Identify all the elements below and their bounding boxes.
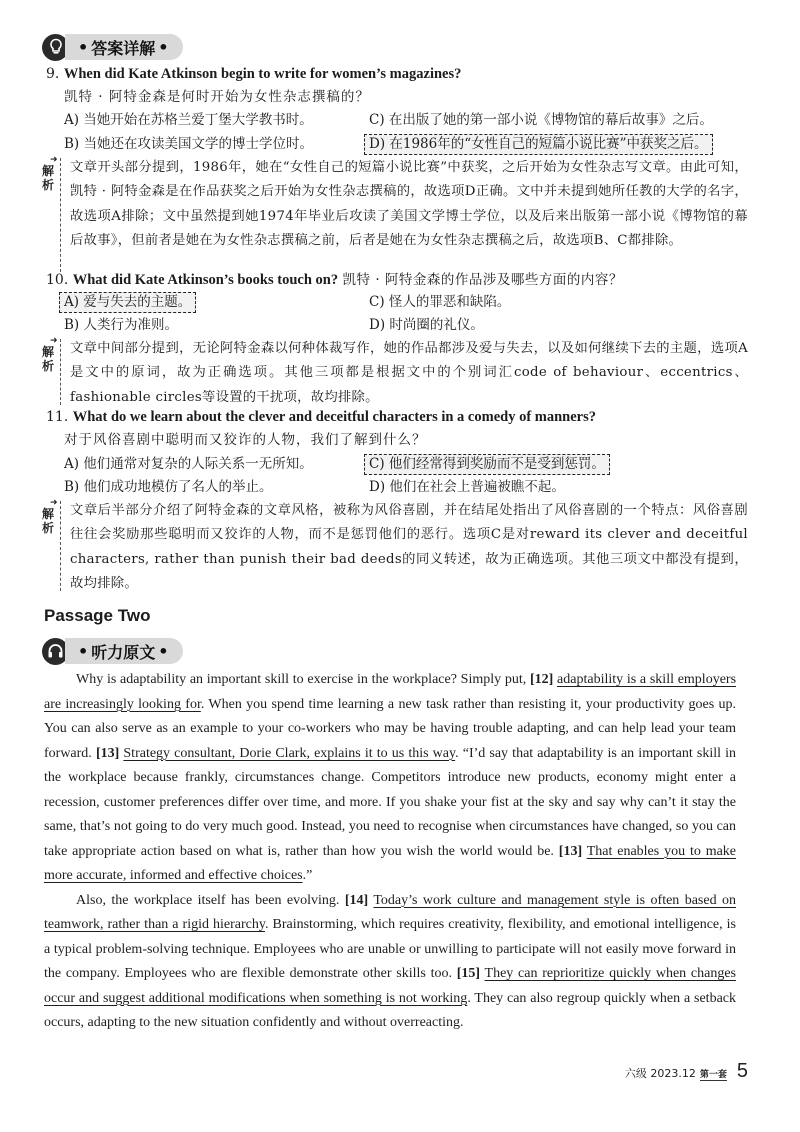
question-tag-12: [12] — [529, 672, 554, 687]
answer-underline-12: adaptability is a skill employers are increasingly looking for — [44, 672, 737, 712]
analysis-badge: ➜ 解析 — [41, 155, 58, 192]
question-tag-15: [15] — [456, 966, 481, 981]
question-text-en: What did Kate Atkinson’s books touch on? — [72, 272, 339, 288]
q9-analysis — [40, 156, 746, 276]
analysis-text: 文章中间部分提到，无论阿特金森以何种体裁写作，她的作品都涉及爱与失去，以及如何继续下去的主题，选项A是文中的原词，故为正确选项。其他三项都是根据文中的个别词汇code of behaviour、eccentrics、fashionable circles等设置的干扰项，故均排除。 — [70, 341, 748, 405]
analysis-text: 文章后半部分介绍了阿特金森的文章风格，被称为风俗喜剧，并在结尾处指出了风俗喜剧的一个特点：风俗喜剧往往会奖励那些聪明而又狡诈的人物，而不是惩罚他们的恶行。选项C是对reward its clever and deceitful characters, rather than punish their bad deeds的同义转述，故为正确选项。其他三项文中都没有提到，故均排除。 — [70, 503, 748, 592]
analysis-badge: ➜ 解析 — [41, 336, 58, 373]
answer-header-label: 答案详解 — [91, 38, 156, 58]
exam-label: 六级 2023.12 — [624, 1067, 696, 1080]
q10-option-b: B) 人类行为准则。 — [64, 317, 178, 333]
analysis-text: 文章开头部分提到，1986年，她在“女性自己的短篇小说比赛”中获奖，之后开始为女性杂志写文章。由此可知，凯特 · 阿特金森是在作品获奖之后开始为女性杂志撰稿的，故选项D正确。文中并未提到她所任教的大学的名字，故选项A排除；文中虽然提到她1974年毕业后攻读了美国文学博士学位，以及后来出版第一部小说《博物馆的幕后故事》，但前者是她在为女性杂志撰稿之前，后者是她在为女性杂志撰稿之后，故选项B、C都排除。 — [70, 160, 748, 249]
question-text-en: What do we learn about the clever and deceitful characters in a comedy of manners? — [72, 409, 596, 425]
answer-underline-14: Today’s work culture and management style is often based on teamwork, rather than a rigid hierarchy — [44, 892, 737, 932]
q10-option-d: D) 时尚圈的礼仪。 — [369, 317, 484, 333]
question-text-en: When did Kate Atkinson begin to write for women’s magazines? — [63, 66, 462, 82]
question-9 — [46, 64, 461, 84]
question-11 — [46, 407, 596, 427]
q9-option-d-correct: D) 在1986年的“女性自己的短篇小说比赛”中获奖之后。 — [364, 134, 713, 155]
q9-option-a: A) 当她开始在苏格兰爱丁堡大学教书时。 — [64, 112, 313, 128]
q10-analysis — [40, 337, 746, 409]
listening-header-label: 听力原文 — [91, 642, 156, 662]
answer-underline-13b: That enables you to make more accurate, informed and effective choices — [44, 843, 737, 883]
question-number: 11. — [46, 409, 69, 425]
q9-option-b: B) 当她还在攻读美国文学的博士学位时。 — [64, 136, 313, 152]
question-number: 10. — [46, 272, 69, 288]
question-9-cn: 凯特 · 阿特金森是何时开始为女性杂志撰稿的？ — [64, 89, 370, 105]
question-11-cn: 对于风俗喜剧中聪明而又狡诈的人物，我们了解到什么？ — [64, 432, 427, 448]
passage-title: Passage Two — [44, 606, 151, 625]
passage-paragraph-2: Also, the workplace itself has been evolving. [14] Today’s work culture and management style is often based on teamwork, rather than a rigid hierarchy. Brainstorming, which requires creativity, flexibility, and emotional intelligence, is a typical problem-solving technique. Employees who are unable or unwilling to participate will not easily move forward in the company. Employees who are flexible demonstrate other skills too. [15] They can reprioritize quickly when changes occur and suggest additional modifications when something is not working. They can also regroup quickly when a setback occurs, adapting to the new situation confidently and without overreacting. — [44, 892, 737, 1030]
listening-section-header: • 听力原文 • — [42, 636, 183, 666]
q11-option-c-correct: C) 他们经常得到奖励而不是受到惩罚。 — [364, 454, 610, 475]
q11-analysis — [40, 499, 746, 595]
answer-underline-13a: Strategy consultant, Dorie Clark, explains it to us this way — [123, 745, 456, 761]
question-10 — [46, 270, 623, 290]
question-tag-13: [13] — [95, 745, 120, 761]
passage-paragraph-1: Why is adaptability an important skill to exercise in the workplace? Simply put, [12] adaptability is a skill employers are increasingly looking for. When you spend time learning a new task rather than resisting it, your productivity goes up. You can also serve as an example to your co-workers who may be having trouble adapting, and can help lead your team forward. [13] Strategy consultant, Dorie Clark, explains it to us this way. “I’d say that adaptability is an important skill in the workplace because frankly, circumstances change. Competitors introduce new products, economy might enter a recession, customer preferences differ over time, and more. If you shake your fist at the sky and say why can’t it stay the same, that’s not going to do very much good. Instead, you need to recognise when circumstances have changed, so you can take appropriate action based on what is, rather than how you wish the world would be. [13] That enables you to make more accurate, informed and effective choices.” — [44, 672, 737, 883]
question-text-cn: 凯特 · 阿特金森的作品涉及哪些方面的内容？ — [342, 272, 623, 288]
q11-option-a: A) 他们通常对复杂的人际关系一无所知。 — [64, 456, 313, 472]
answer-underline-15: They can reprioritize quickly when changes occur and suggest additional modifications when something is not working — [44, 966, 737, 1006]
question-tag-14: [14] — [344, 892, 369, 908]
q11-option-d: D) 他们在社会上普遍被瞧不起。 — [369, 479, 565, 495]
analysis-badge: ➜ 解析 — [41, 498, 58, 535]
page-footer — [625, 1060, 748, 1083]
passage-body — [44, 668, 736, 1036]
answer-section-header: • 答案详解 • — [42, 32, 183, 62]
q10-option-a-correct: A) 爱与失去的主题。 — [59, 292, 196, 313]
set-label: 第一套 — [700, 1067, 727, 1081]
question-number: 9. — [46, 66, 60, 82]
q10-option-c: C) 怪人的罪恶和缺陷。 — [369, 294, 511, 310]
question-tag-13: [13] — [558, 843, 583, 859]
q9-option-c: C) 在出版了她的第一部小说《博物馆的幕后故事》之后。 — [369, 112, 713, 128]
q11-option-b: B) 他们成功地模仿了名人的举止。 — [64, 479, 273, 495]
page-number: 5 — [736, 1060, 748, 1082]
